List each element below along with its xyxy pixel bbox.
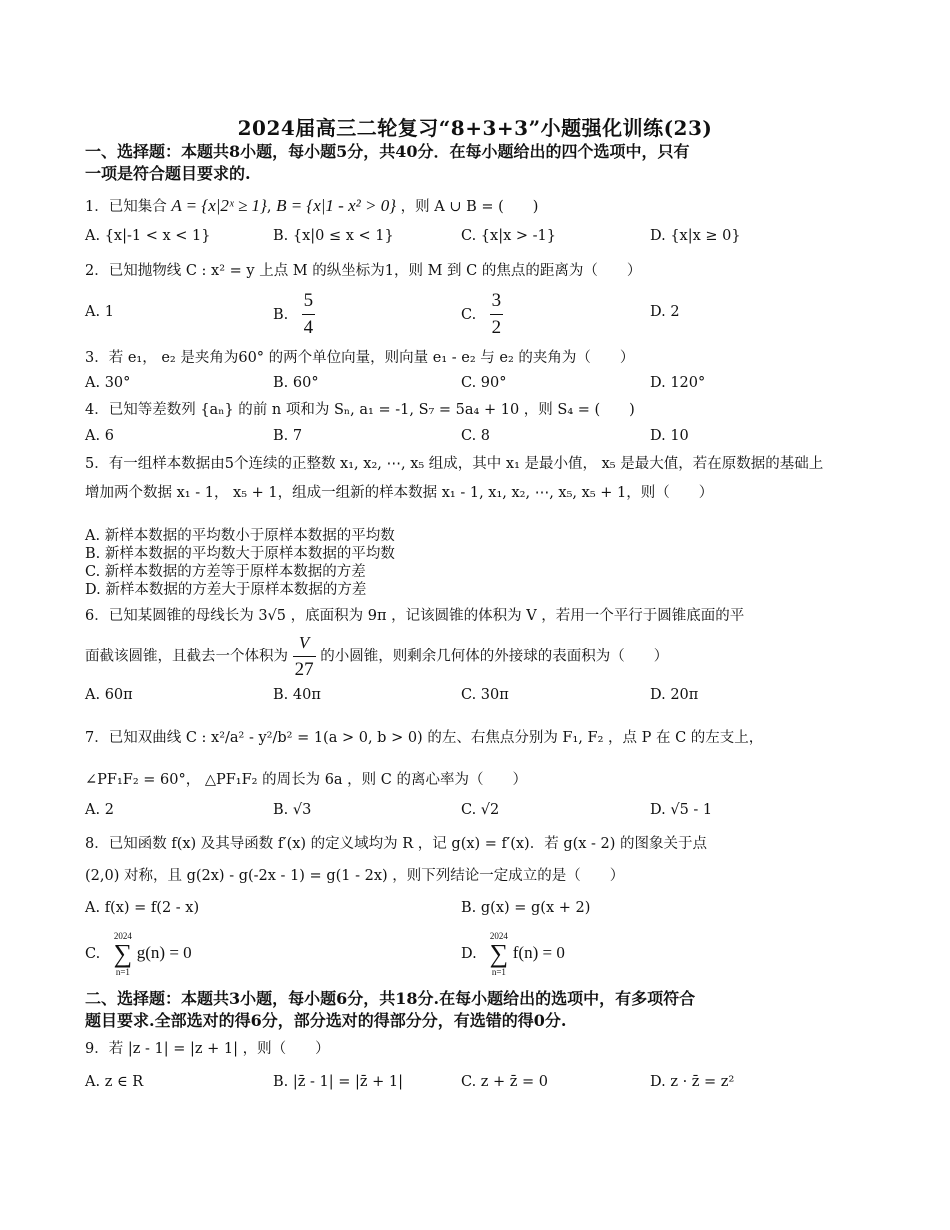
q1-set-b: B = {x|1 - x² > 0} bbox=[276, 196, 397, 215]
q2-option-b-label: B. bbox=[273, 306, 289, 323]
q8-option-d[interactable] bbox=[461, 930, 565, 978]
section-2-header bbox=[85, 988, 825, 1032]
q8-option-b[interactable]: B. g(x) = g(x + 2) bbox=[461, 900, 591, 916]
q9-option-c[interactable]: C. z + z̄ = 0 bbox=[461, 1074, 549, 1090]
question-8-line-2: (2,0) 对称，且 g(2x) - g(-2x - 1) = g(1 - 2x) ，则下列结论一定成立的是（ ） bbox=[85, 868, 625, 884]
q1-prefix: 1．已知集合 bbox=[85, 199, 167, 215]
question-9: 9．若 |z - 1| = |z + 1| ，则（ ） bbox=[85, 1041, 330, 1057]
q6-option-c[interactable]: C. 30π bbox=[461, 687, 509, 703]
question-8-line-1: 8．已知函数 f(x) 及其导函数 f′(x) 的定义域均为 R ，记 g(x) = f′(x)．若 g(x - 2) 的图象关于点 bbox=[85, 836, 708, 852]
q8-option-c-lower: n=1 bbox=[115, 967, 130, 977]
section-2-line-1: 二、选择题：本题共3小题，每小题6分，共18分.在每小题给出的选项中，有多项符合 bbox=[85, 989, 696, 1008]
question-7-line-2: ∠PF₁F₂ = 60°， △PF₁F₂ 的周长为 6a ，则 C 的离心率为（ ） bbox=[85, 772, 527, 788]
q8-options-row-1 bbox=[85, 900, 825, 924]
q5-option-b[interactable]: B. 新样本数据的平均数大于原样本数据的平均数 bbox=[85, 546, 395, 562]
question-4: 4．已知等差数列 {aₙ} 的前 n 项和为 Sₙ, a₁ = -1, S₇ = 5a₄ + 10 ，则 S₄ = ( ) bbox=[85, 402, 635, 418]
section-1-line-2: 一项是符合题目要求的. bbox=[85, 164, 251, 183]
q2-option-b[interactable] bbox=[273, 288, 315, 341]
q6-fraction bbox=[293, 630, 316, 683]
q9-option-b[interactable]: B. |z̄ - 1| = |z̄ + 1| bbox=[273, 1074, 403, 1090]
q1-option-d[interactable]: D. {x|x ≥ 0} bbox=[650, 228, 741, 244]
question-6-line-2 bbox=[85, 630, 825, 683]
q7-option-a[interactable]: A. 2 bbox=[85, 802, 114, 818]
q1-options bbox=[85, 228, 825, 252]
q8-option-c[interactable] bbox=[85, 930, 192, 978]
question-2: 2．已知抛物线 C : x² = y 上点 M 的纵坐标为1，则 M 到 C 的焦点的距离为（ ） bbox=[85, 263, 642, 279]
q4-option-c[interactable]: C. 8 bbox=[461, 428, 491, 444]
q4-option-b[interactable]: B. 7 bbox=[273, 428, 303, 444]
q4-options bbox=[85, 428, 825, 452]
q3-option-d[interactable]: D. 120° bbox=[650, 375, 706, 391]
section-1-line-1: 一、选择题：本题共8小题，每小题5分，共40分．在每小题给出的四个选项中，只有 bbox=[85, 142, 690, 161]
q2-option-b-fraction bbox=[302, 288, 316, 341]
question-5: 5．有一组样本数据由5个连续的正整数 x₁, x₂, ⋯, x₅ 组成，其中 x₁ 是最小值， x₅ 是最大值，若在原数据的基础上增加两个数据 x₁ - 1， x₅ + 1，组成一组新的样本数据 x₁ - 1, x₁, x₂, ⋯, x₅, x₅ + 1，则（ ） bbox=[85, 456, 824, 501]
q4-option-d[interactable]: D. 10 bbox=[650, 428, 689, 444]
sigma-icon: ∑ bbox=[489, 939, 509, 968]
q8-option-c-sum bbox=[114, 930, 133, 978]
question-6-line-1: 6．已知某圆锥的母线长为 3√5 ，底面积为 9π ，记该圆锥的体积为 V ，若用一个平行于圆锥底面的平 bbox=[85, 608, 745, 624]
question-3: 3．若 e₁， e₂ 是夹角为60° 的两个单位向量，则向量 e₁ - e₂ 与 e₂ 的夹角为（ ） bbox=[85, 350, 635, 366]
q8-option-d-body: f(n) = 0 bbox=[512, 943, 565, 962]
q8-option-d-lower: n=1 bbox=[491, 967, 506, 977]
sigma-icon: ∑ bbox=[113, 939, 133, 968]
q3-option-a[interactable]: A. 30° bbox=[85, 375, 131, 391]
q3-option-b[interactable]: B. 60° bbox=[273, 375, 319, 391]
q3-option-c[interactable]: C. 90° bbox=[461, 375, 507, 391]
page-title: 2024届高三二轮复习“8+3+3”小题强化训练(23) bbox=[237, 116, 713, 140]
q6-option-d[interactable]: D. 20π bbox=[650, 687, 699, 703]
section-2-line-2: 题目要求.全部选对的得6分，部分选对的得部分分，有选错的得0分. bbox=[85, 1011, 567, 1030]
q6-line-2-prefix: 面截该圆锥，且截去一个体积为 bbox=[85, 648, 288, 665]
q1-option-a[interactable]: A. {x|-1 < x < 1} bbox=[85, 228, 211, 244]
q6-option-a[interactable]: A. 60π bbox=[85, 687, 133, 703]
q4-option-a[interactable]: A. 6 bbox=[85, 428, 114, 444]
question-7-line-1: 7．已知双曲线 C : x²/a² - y²/b² = 1(a > 0, b > 0) 的左、右焦点分别为 F₁, F₂ ，点 P 在 C 的左支上， bbox=[85, 730, 764, 746]
q2-option-d[interactable]: D. 2 bbox=[650, 304, 680, 320]
question-1: 1．已知集合 A = {x|2ˣ ≥ 1}, B = {x|1 - x² > 0} ，则 A ∪ B = ( ) bbox=[85, 196, 539, 215]
q1-tail: ，则 A ∪ B = ( ) bbox=[400, 199, 539, 215]
q2-option-c[interactable] bbox=[461, 288, 503, 341]
q5-option-c[interactable]: C. 新样本数据的方差等于原样本数据的方差 bbox=[85, 564, 366, 580]
q7-options bbox=[85, 802, 825, 826]
q8-option-c-label: C. bbox=[85, 946, 101, 962]
q8-options-row-2 bbox=[85, 930, 825, 980]
q6-line-2-suffix: 的小圆锥，则剩余几何体的外接球的表面积为（ ） bbox=[320, 648, 669, 665]
q2-option-c-label: C. bbox=[461, 306, 477, 323]
q2-option-c-denominator: 2 bbox=[491, 317, 502, 338]
q8-option-c-upper: 2024 bbox=[113, 931, 132, 941]
q5-option-d[interactable]: D. 新样本数据的方差大于原样本数据的方差 bbox=[85, 582, 367, 598]
q7-option-b[interactable]: B. √3 bbox=[273, 802, 312, 818]
q6-fraction-numerator: V bbox=[293, 630, 316, 657]
q9-options bbox=[85, 1074, 825, 1098]
q6-options bbox=[85, 687, 825, 711]
q3-options bbox=[85, 375, 825, 399]
q1-set-a: A = {x|2ˣ ≥ 1} bbox=[171, 196, 267, 215]
q8-option-d-label: D. bbox=[461, 946, 477, 962]
q7-option-c[interactable]: C. √2 bbox=[461, 802, 500, 818]
q8-option-d-sum bbox=[490, 930, 509, 978]
q2-options bbox=[85, 288, 825, 338]
q6-option-b[interactable]: B. 40π bbox=[273, 687, 321, 703]
q9-option-d[interactable]: D. z · z̄ = z² bbox=[650, 1074, 735, 1090]
q5-options bbox=[85, 527, 825, 599]
q2-option-c-numerator: 3 bbox=[490, 288, 504, 315]
q7-option-d[interactable]: D. √5 - 1 bbox=[650, 802, 713, 818]
section-1-header bbox=[85, 141, 825, 185]
q5-option-a[interactable]: A. 新样本数据的平均数小于原样本数据的平均数 bbox=[85, 528, 395, 544]
q2-option-c-fraction bbox=[490, 288, 504, 341]
q1-option-c[interactable]: C. {x|x > -1} bbox=[461, 228, 556, 244]
q8-option-c-body: g(n) = 0 bbox=[136, 943, 192, 962]
q2-option-a[interactable]: A. 1 bbox=[85, 304, 114, 320]
q9-option-a[interactable]: A. z ∈ R bbox=[85, 1074, 144, 1090]
q2-option-b-numerator: 5 bbox=[302, 288, 316, 315]
q8-option-a[interactable]: A. f(x) = f(2 - x) bbox=[85, 900, 200, 916]
q1-option-b[interactable]: B. {x|0 ≤ x < 1} bbox=[273, 228, 394, 244]
q6-fraction-denominator: 27 bbox=[294, 659, 314, 680]
q2-option-b-denominator: 4 bbox=[303, 317, 314, 338]
q8-option-d-upper: 2024 bbox=[489, 931, 508, 941]
